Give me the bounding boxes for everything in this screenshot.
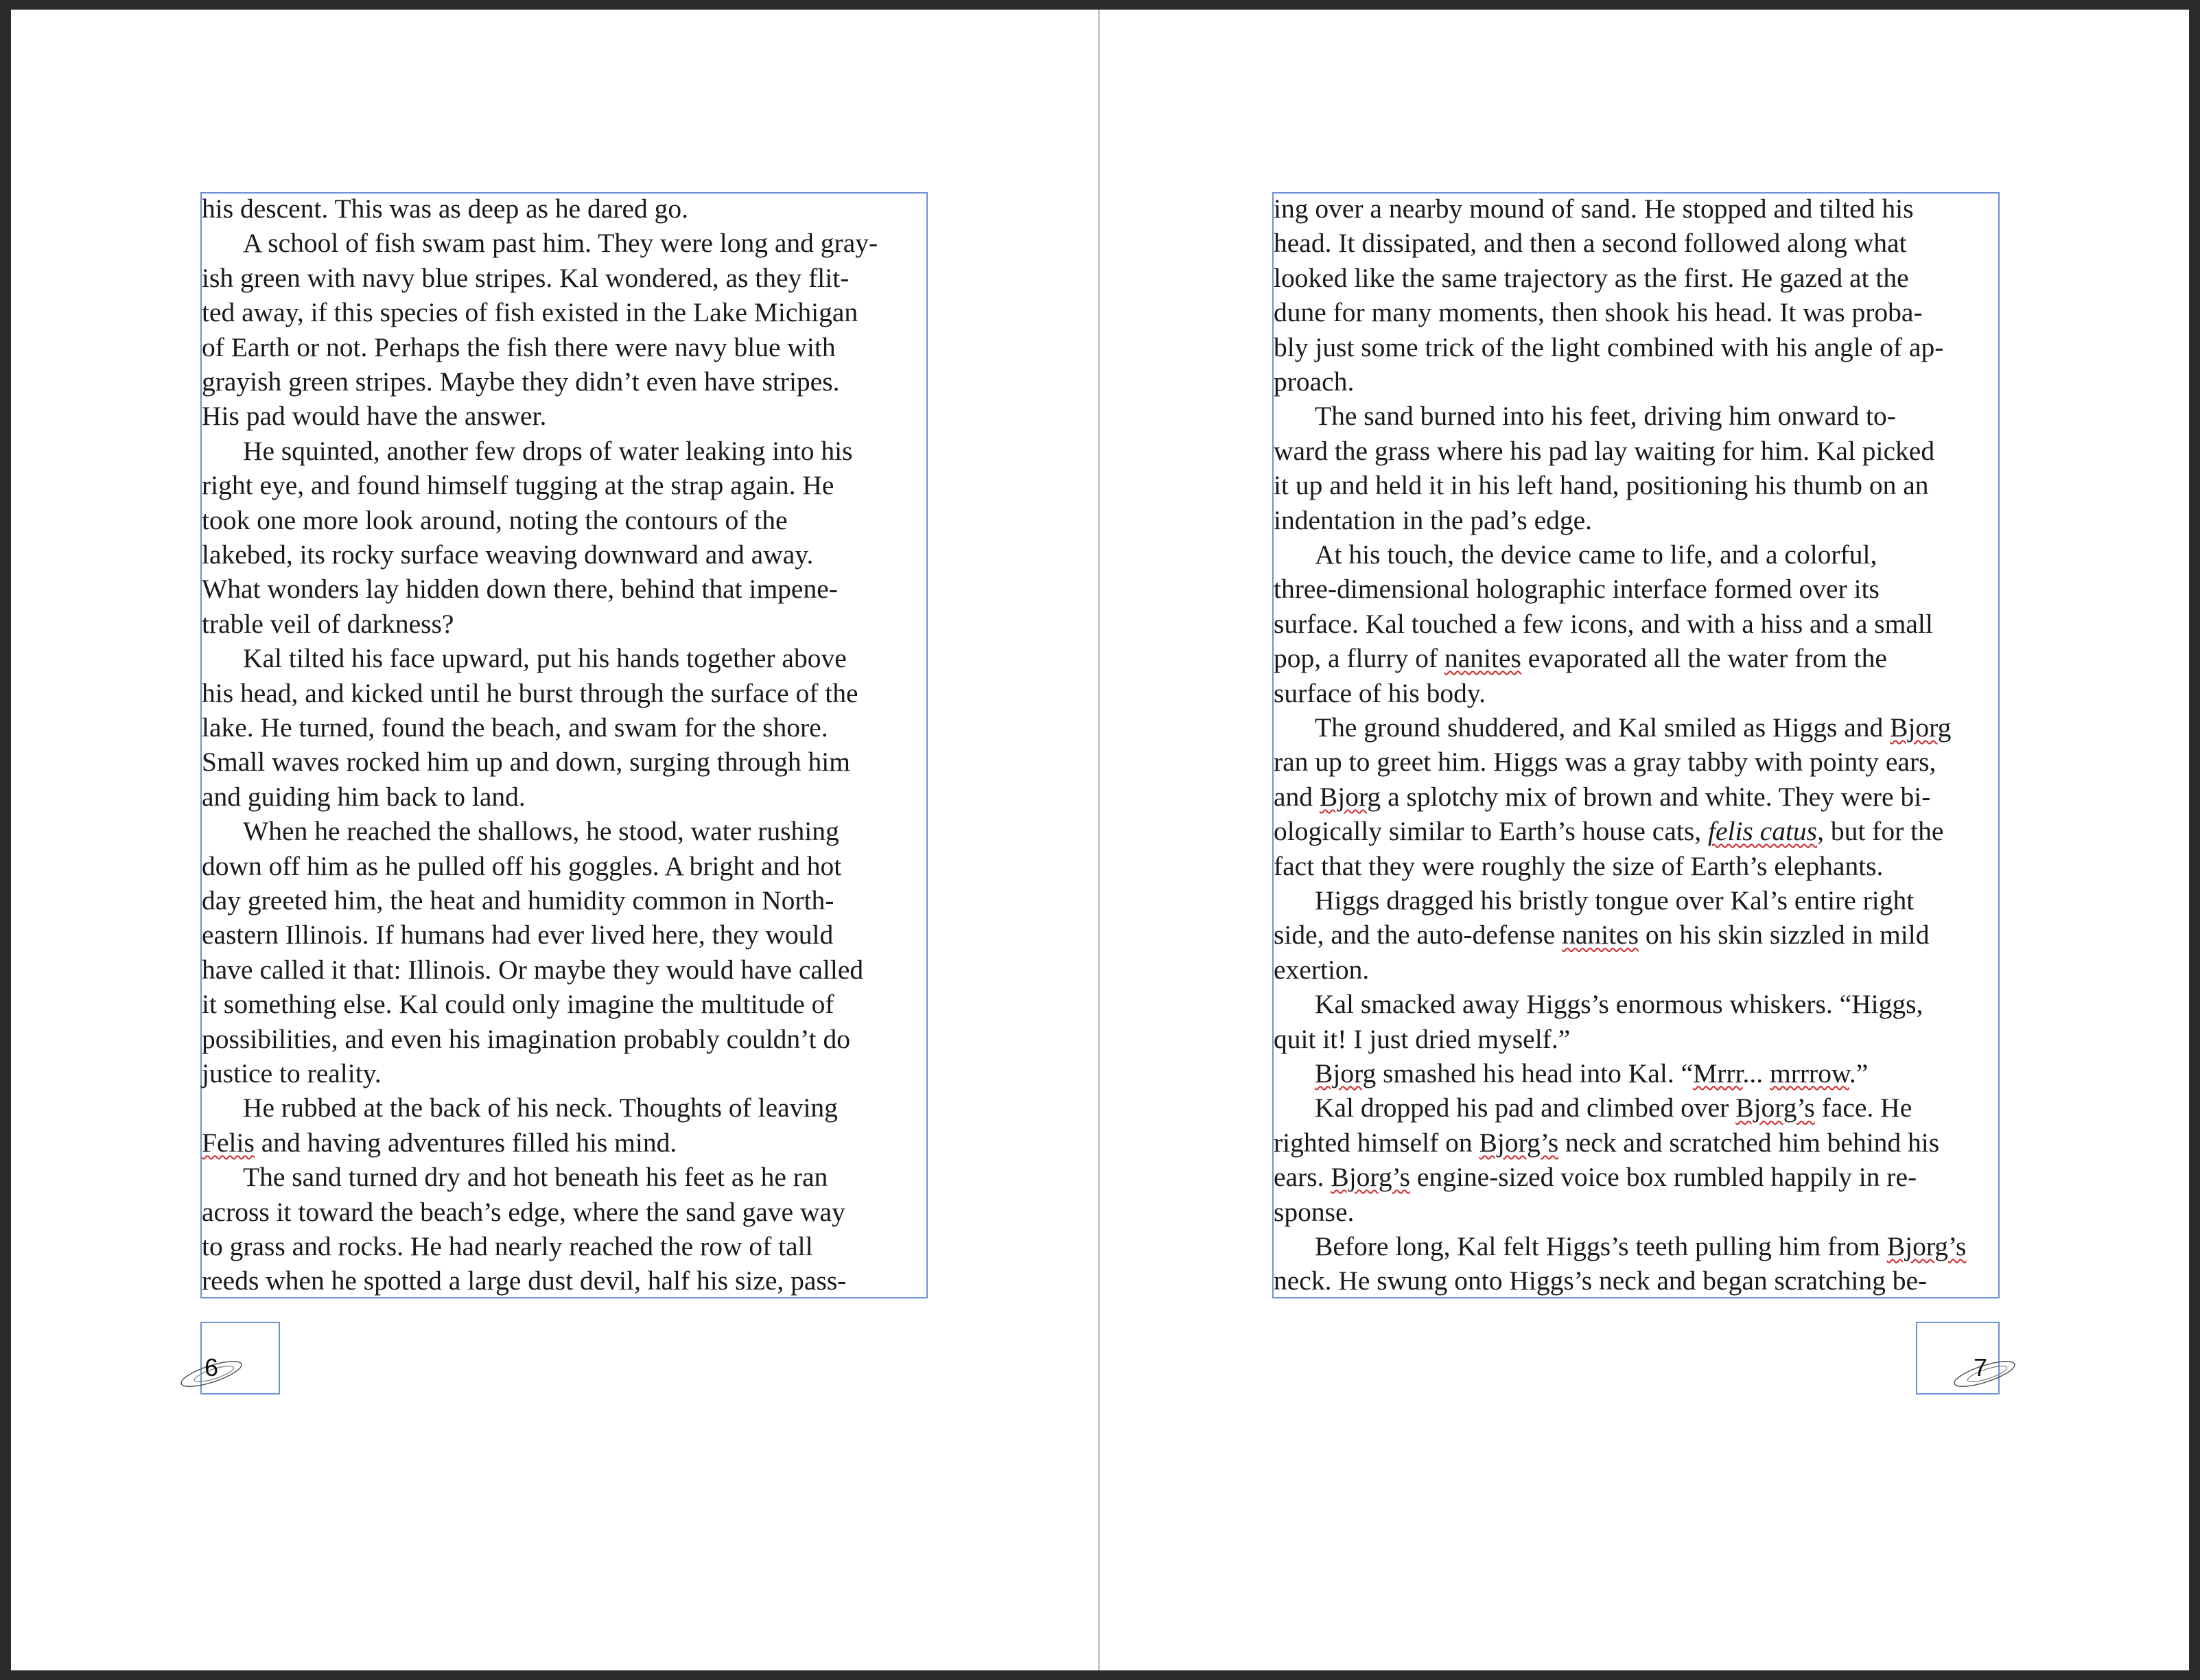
- line-text: pop, a flurry of: [1274, 643, 1444, 674]
- text-line: [1274, 1263, 1998, 1298]
- spine-gutter: [1098, 10, 1100, 1670]
- right-page-number-frame[interactable]: [1916, 1322, 2000, 1395]
- text-line: [1274, 468, 1998, 502]
- text-line: [1274, 364, 1998, 399]
- line-text: When he reached the shallows, he stood, water rushing: [243, 816, 839, 847]
- text-line: [1274, 1229, 1998, 1263]
- line-text: ran up to greet him. Higgs was a gray tabby with pointy ears,: [1274, 747, 1936, 778]
- line-text: His pad would have the answer.: [202, 401, 547, 432]
- text-line: [202, 1160, 926, 1194]
- line-text: on his skin sizzled in mild: [1638, 920, 1930, 950]
- line-text: The sand burned into his feet, driving him onward to-: [1315, 401, 1896, 432]
- text-line: [202, 780, 926, 814]
- text-line: [202, 1125, 926, 1160]
- text-line: [1274, 710, 1998, 745]
- line-text: ward the grass where his pad lay waiting for him. Kal picked: [1274, 435, 1935, 466]
- line-text: ologically similar to Earth’s house cats,: [1274, 816, 1708, 847]
- text-line: [202, 1195, 926, 1229]
- text-line: [1274, 953, 1998, 987]
- line-text: , but for the: [1817, 816, 1944, 847]
- text-line: [1274, 572, 1998, 606]
- line-text: right eye, and found himself tugging at the strap again. He: [202, 470, 834, 501]
- text-line: [202, 1022, 926, 1056]
- spellcheck-word: Bjorg’s: [1479, 1127, 1559, 1158]
- text-line: [202, 953, 926, 987]
- right-page-text-frame[interactable]: [1272, 192, 2000, 1298]
- line-text: of Earth or not. Perhaps the fish there were navy blue with: [202, 331, 836, 362]
- text-line: [202, 745, 926, 779]
- line-text: At his touch, the device came to life, and a colorful,: [1315, 539, 1877, 570]
- left-page-text-frame[interactable]: [200, 192, 928, 1298]
- text-line: [1274, 295, 1998, 329]
- text-line: [1274, 918, 1998, 952]
- text-line: [202, 1229, 926, 1263]
- line-text: day greeted him, the heat and humidity common in North-: [202, 885, 834, 915]
- line-text: Kal smacked away Higgs’s enormous whiskers. “Higgs,: [1315, 989, 1923, 1020]
- spellcheck-word: Bjorg: [1319, 781, 1381, 812]
- spellcheck-word: Felis: [202, 1127, 255, 1158]
- text-line: [202, 987, 926, 1021]
- text-line: [202, 676, 926, 710]
- line-text: ish green with navy blue stripes. Kal wondered, as they flit-: [202, 262, 850, 293]
- text-line: [202, 1263, 926, 1298]
- line-text: it up and held it in his left hand, positioning his thumb on an: [1274, 470, 1929, 501]
- text-line: [1274, 1195, 1998, 1229]
- spellcheck-word: Bjorg’s: [1331, 1162, 1410, 1193]
- line-text: justice to reality.: [202, 1058, 382, 1088]
- line-text: took one more look around, noting the contours of the: [202, 504, 788, 535]
- text-line: [1274, 745, 1998, 779]
- line-text: bly just some trick of the light combined with his angle of ap-: [1274, 331, 1944, 362]
- text-line: [1274, 226, 1998, 260]
- line-text: ears.: [1274, 1162, 1331, 1193]
- line-text: Small waves rocked him up and down, surging through him: [202, 747, 850, 778]
- text-line: [202, 572, 926, 606]
- line-text: across it toward the beach’s edge, where the sand gave way: [202, 1196, 845, 1227]
- text-line: [1274, 849, 1998, 883]
- line-text: grayish green stripes. Maybe they didn’t even have stripes.: [202, 366, 840, 397]
- text-line: [202, 641, 926, 675]
- line-text: possibilities, and even his imagination probably couldn’t do: [202, 1023, 850, 1054]
- text-line: [202, 434, 926, 468]
- line-text: smashed his head into Kal. “: [1376, 1058, 1694, 1088]
- line-text: side, and the auto-defense: [1274, 920, 1563, 950]
- line-text: Kal dropped his pad and climbed over: [1315, 1093, 1736, 1123]
- text-line: [1274, 883, 1998, 918]
- line-text: Before long, Kal felt Higgs’s teeth pulling him from: [1315, 1231, 1887, 1261]
- line-text: dune for many moments, then shook his head. It was proba-: [1274, 297, 1923, 328]
- text-line: [202, 226, 926, 260]
- text-line: [202, 364, 926, 399]
- line-text: head. It dissipated, and then a second followed along what: [1274, 228, 1907, 259]
- line-text: ing over a nearby mound of sand. He stopped and tilted his: [1274, 194, 1914, 224]
- text-line: [1274, 1125, 1998, 1160]
- line-text: righted himself on: [1274, 1127, 1479, 1158]
- spellcheck-word: Bjorg: [1890, 712, 1952, 743]
- line-text: looked like the same trajectory as the first. He gazed at the: [1274, 262, 1909, 293]
- italic-text: felis catus: [1707, 816, 1818, 847]
- line-text: lake. He turned, found the beach, and swam for the shore.: [202, 712, 828, 743]
- line-text: surface of his body.: [1274, 677, 1486, 708]
- text-line: [1274, 676, 1998, 710]
- text-line: [202, 814, 926, 848]
- text-line: [202, 537, 926, 572]
- spellcheck-word: Bjorg’s: [1886, 1231, 1967, 1261]
- text-line: [202, 399, 926, 433]
- line-text: indentation in the pad’s edge.: [1274, 504, 1593, 535]
- line-text: have called it that: Illinois. Or maybe they would have called: [202, 954, 864, 985]
- line-text: lakebed, its rocky surface weaving downward and away.: [202, 539, 814, 570]
- line-text: reeds when he spotted a large dust devil, half his size, pass-: [202, 1265, 847, 1296]
- line-text: eastern Illinois. If humans had ever lived here, they would: [202, 920, 834, 950]
- text-line: [1274, 503, 1998, 537]
- spellcheck-word: mrrrow: [1770, 1058, 1849, 1088]
- text-line: [1274, 261, 1998, 295]
- line-text: surface. Kal touched a few icons, and with a hiss and a small: [1274, 608, 1933, 639]
- page-spread: [11, 10, 2189, 1670]
- text-line: [1274, 814, 1998, 848]
- line-text: to grass and rocks. He had nearly reached the row of tall: [202, 1231, 813, 1261]
- text-line: [1274, 330, 1998, 364]
- line-text: He squinted, another few drops of water leaking into his: [243, 435, 853, 466]
- line-text: .”: [1849, 1058, 1869, 1088]
- text-line: [202, 918, 926, 952]
- line-text: down off him as he pulled off his goggles. A bright and hot: [202, 850, 842, 881]
- text-line: [202, 191, 926, 226]
- spellcheck-word: Mrrr: [1693, 1058, 1743, 1088]
- line-text: sponse.: [1274, 1196, 1355, 1227]
- text-line: [1274, 987, 1998, 1021]
- line-text: trable veil of darkness?: [202, 608, 454, 639]
- line-text: face. He: [1814, 1093, 1912, 1123]
- text-line: [1274, 1160, 1998, 1194]
- text-line: [202, 503, 926, 537]
- text-line: [202, 468, 926, 502]
- line-text: Kal tilted his face upward, put his hands together above: [243, 643, 847, 674]
- line-text: He rubbed at the back of his neck. Thoughts of leaving: [243, 1093, 838, 1123]
- line-text: A school of fish swam past him. They were long and gray-: [243, 228, 878, 259]
- text-line: [1274, 641, 1998, 675]
- text-line: [1274, 1056, 1998, 1090]
- line-text: and guiding him back to land.: [202, 781, 526, 812]
- spellcheck-word: Bjorg: [1315, 1058, 1377, 1088]
- text-line: [202, 330, 926, 364]
- text-line: [202, 295, 926, 329]
- text-line: [1274, 399, 1998, 433]
- line-text: The ground shuddered, and Kal smiled as Higgs and: [1315, 712, 1891, 743]
- line-text: it something else. Kal could only imagine the multitude of: [202, 989, 834, 1020]
- text-line: [1274, 780, 1998, 814]
- line-text: evaporated all the water from the: [1521, 643, 1887, 674]
- line-text: engine-sized voice box rumbled happily in re-: [1409, 1162, 1917, 1193]
- line-text: three-dimensional holographic interface formed over its: [1274, 574, 1880, 605]
- text-line: [202, 1056, 926, 1090]
- line-text: exertion.: [1274, 954, 1370, 985]
- line-text: and: [1274, 781, 1320, 812]
- spellcheck-word: nanites: [1444, 643, 1521, 674]
- line-text: The sand turned dry and hot beneath his feet as he ran: [243, 1162, 828, 1193]
- page-number: 6: [204, 1353, 219, 1381]
- line-text: his head, and kicked until he burst through the surface of the: [202, 677, 858, 708]
- text-line: [1274, 434, 1998, 468]
- line-text: and having adventures filled his mind.: [254, 1127, 677, 1158]
- line-text: proach.: [1274, 366, 1355, 397]
- text-line: [202, 883, 926, 918]
- line-text: What wonders lay hidden down there, behind that impene-: [202, 574, 838, 605]
- line-text: ted away, if this species of fish existed in the Lake Michigan: [202, 297, 858, 328]
- line-text: fact that they were roughly the size of Earth’s elephants.: [1274, 850, 1884, 881]
- text-line: [202, 849, 926, 883]
- text-line: [1274, 1090, 1998, 1125]
- text-line: [1274, 607, 1998, 641]
- spellcheck-word: nanites: [1562, 920, 1639, 950]
- text-line: [1274, 1022, 1998, 1056]
- line-text: ...: [1742, 1058, 1770, 1088]
- line-text: neck. He swung onto Higgs’s neck and began scratching be-: [1274, 1265, 1928, 1296]
- line-text: neck and scratched him behind his: [1558, 1127, 1940, 1158]
- text-line: [202, 710, 926, 745]
- text-line: [202, 261, 926, 295]
- text-line: [202, 1090, 926, 1125]
- page-number: 7: [1973, 1353, 1987, 1381]
- line-text: Higgs dragged his bristly tongue over Kal’s entire right: [1315, 885, 1915, 915]
- line-text: a splotchy mix of brown and white. They were bi-: [1381, 781, 1931, 812]
- spellcheck-word: Bjorg’s: [1735, 1093, 1815, 1123]
- left-page-number-frame[interactable]: [200, 1322, 280, 1395]
- text-line: [202, 607, 926, 641]
- line-text: his descent. This was as deep as he dared go.: [202, 194, 688, 224]
- line-text: quit it! I just dried myself.”: [1274, 1023, 1571, 1054]
- text-line: [1274, 191, 1998, 226]
- text-line: [1274, 537, 1998, 572]
